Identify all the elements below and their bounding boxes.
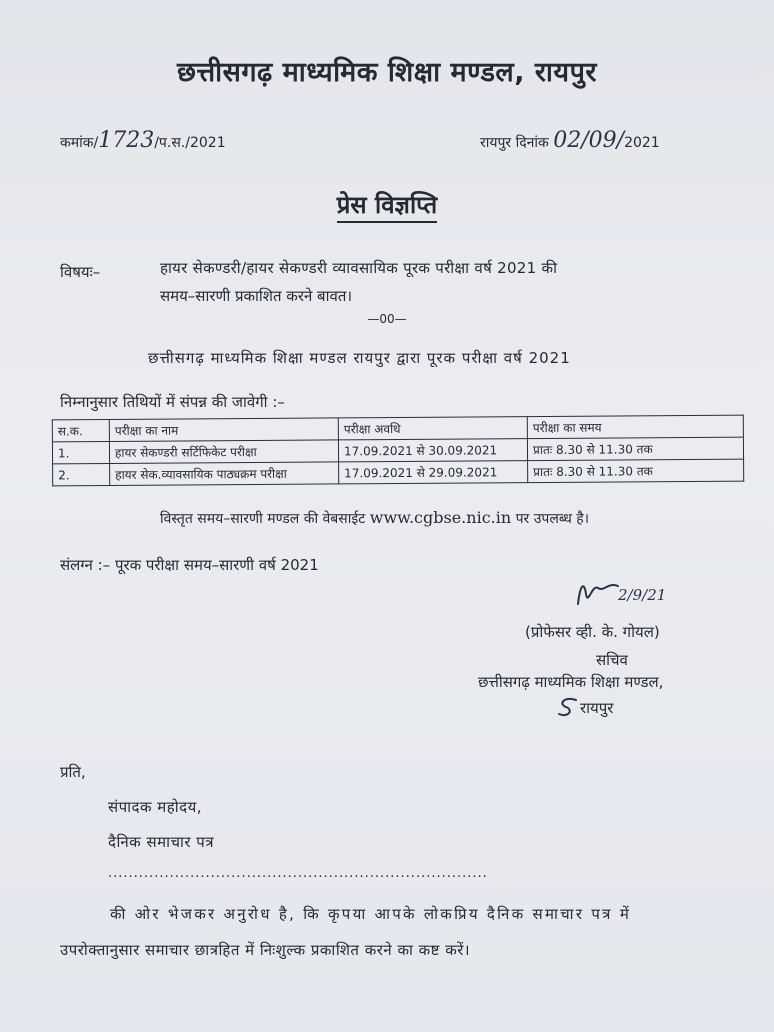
subject-line-2: समय–सारणी प्रकाशित करने बावत।	[160, 287, 353, 305]
table-cell: हायर सेक.व्यावसायिक पाठ्यक्रम परीक्षा	[110, 462, 339, 486]
recipient-newspaper: दैनिक समाचार पत्र	[108, 833, 215, 851]
signatory-city: रायपुर	[580, 699, 614, 717]
subject-separator: —00—	[367, 312, 407, 326]
request-line-2: उपरोक्तानुसार समाचार छात्रहित में निःशुल्क प्रकाशित करने का कष्ट करें।	[60, 941, 471, 959]
table-header-cell: परीक्षा का समय	[527, 415, 743, 439]
signature-scribble	[574, 576, 622, 610]
date-year: 2021	[624, 135, 660, 151]
table-cell: 1.	[52, 442, 109, 464]
reference-handwritten-number: 1723	[98, 128, 155, 153]
table-header-cell: परीक्षा अवधि	[338, 417, 527, 440]
table-row	[53, 459, 744, 486]
reference-prefix: कमांक/	[60, 135, 99, 151]
reference-number	[60, 128, 226, 153]
body-line-2: निम्नानुसार तिथियों में संपन्न की जावेगी :–	[60, 393, 285, 411]
issue-date	[480, 128, 660, 153]
table-cell: 17.09.2021 से 30.09.2021	[338, 439, 527, 462]
exam-schedule-table	[52, 415, 744, 487]
website-url: www.cgbse.nic.in	[369, 508, 512, 527]
table-header-cell: परीक्षा का नाम	[109, 418, 338, 442]
website-prefix: विस्तृत समय–सारणी मण्डल की वेबसाईट	[160, 511, 366, 527]
request-line-1: की ओर भेजकर अनुरोध है, कि कृपया आपके लोकप्रिय दैनिक समाचार पत्र में	[110, 905, 632, 923]
press-release-heading: प्रेस विज्ञप्ति	[0, 188, 774, 221]
date-prefix: रायपुर दिनांक	[480, 135, 549, 151]
body-line-1: छत्तीसगढ़ माध्यमिक शिक्षा मण्डल रायपुर द्वारा पूरक परीक्षा वर्ष 2021	[148, 349, 571, 367]
reference-suffix: /प.स./2021	[154, 135, 226, 151]
date-handwritten: 02/09/	[553, 128, 625, 153]
subject-line-1: हायर सेकण्डरी/हायर सेकण्डरी व्यावसायिक पूरक परीक्षा वर्ष 2021 की	[160, 259, 558, 277]
table-cell: प्रातः 8.30 से 11.30 तक	[528, 459, 744, 483]
website-suffix: पर उपलब्ध है।	[515, 511, 590, 527]
signature-date: 2/9/21	[618, 586, 667, 604]
document-title: छत्तीसगढ़ माध्यमिक शिक्षा मण्डल, रायपुर	[177, 57, 597, 88]
table-cell: हायर सेकण्डरी सर्टिफिकेट परीक्षा	[109, 440, 338, 464]
website-note	[160, 508, 589, 528]
subject-label: विषयः–	[60, 263, 101, 281]
recipient-editor: संपादक महोदय,	[108, 798, 203, 816]
enclosure-line: संलग्न :– पूरक परीक्षा समय–सारणी वर्ष 2021	[60, 556, 319, 574]
table-cell: प्रातः 8.30 से 11.30 तक	[527, 437, 743, 461]
table-header-cell: स.क.	[52, 420, 109, 442]
signatory-organization: छत्तीसगढ़ माध्यमिक शिक्षा मण्डल,	[478, 673, 664, 691]
signatory-name: (प्रोफेसर व्ही. के. गोयल)	[525, 623, 660, 641]
recipient-label: प्रति,	[60, 763, 86, 781]
newspaper-blank-line: ..........................................................................	[108, 866, 488, 881]
signatory-designation: सचिव	[596, 651, 628, 669]
initials-scribble	[556, 696, 582, 718]
table-cell: 17.09.2021 से 29.09.2021	[339, 461, 528, 484]
table-cell: 2.	[53, 464, 110, 486]
